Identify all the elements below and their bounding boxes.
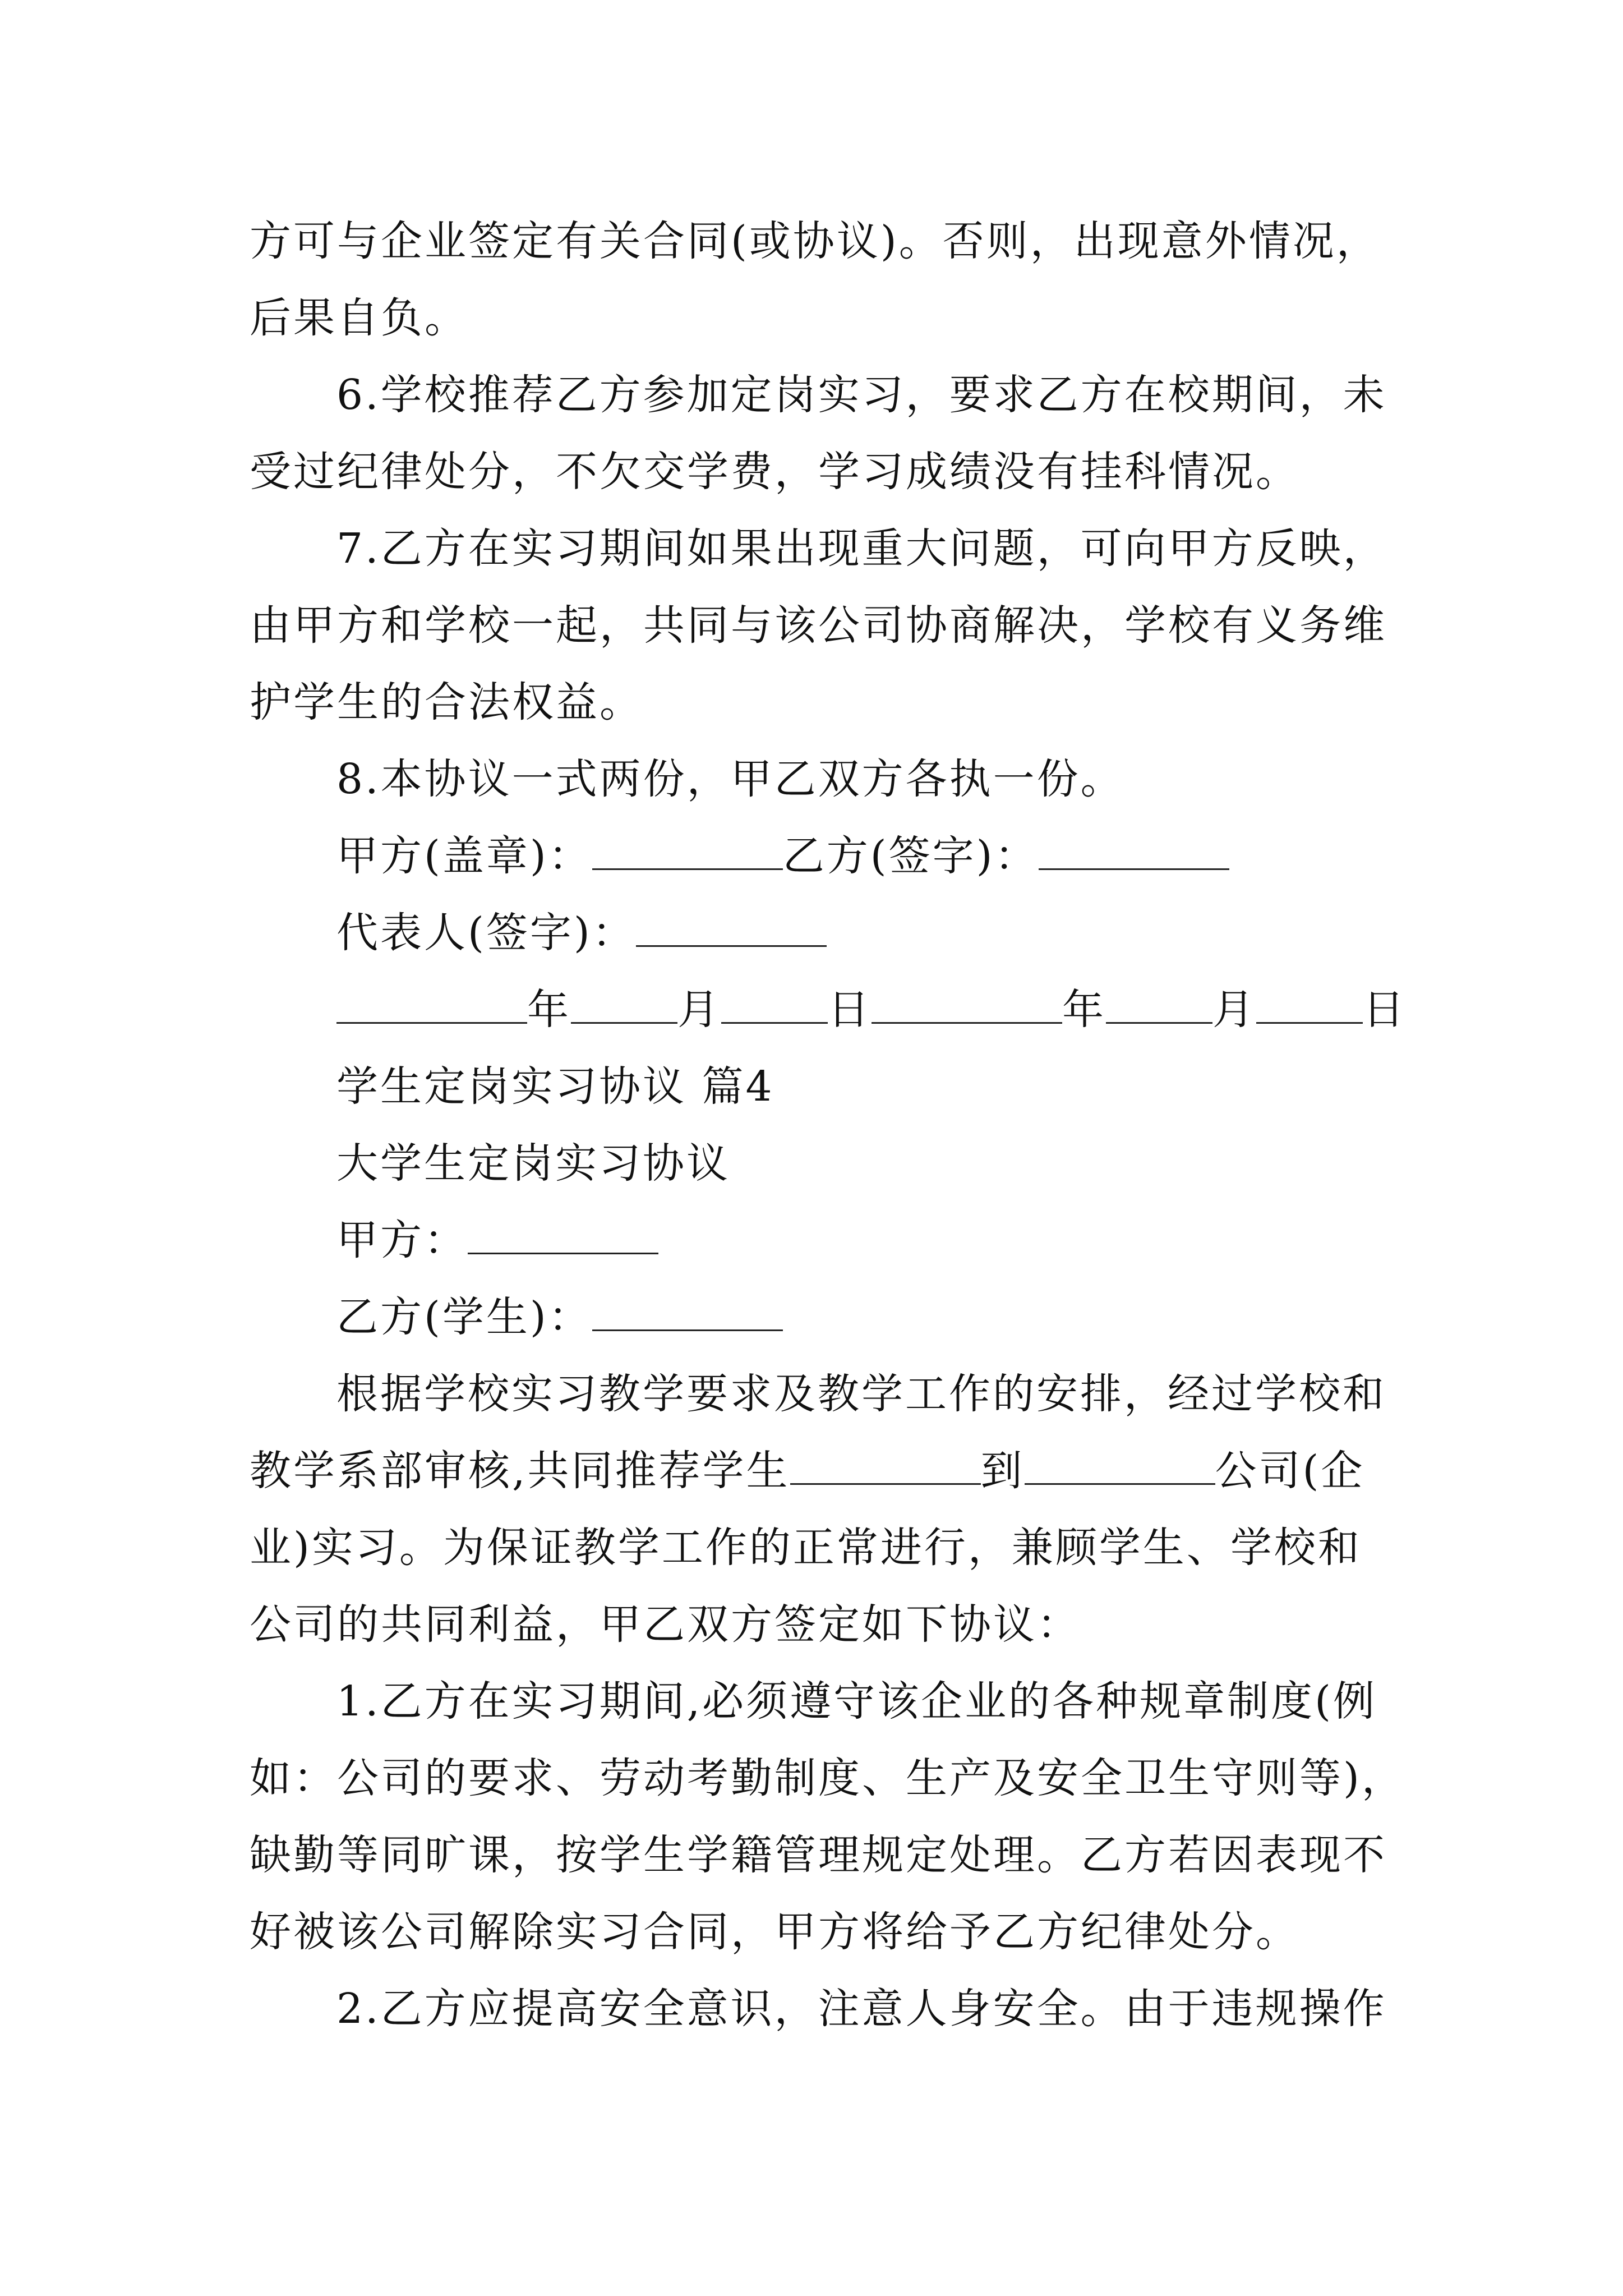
text-line: 受过纪律处分，不欠交学费，学习成绩没有挂科情况。 (250, 448, 1299, 496)
recommend-line (250, 1443, 1394, 1499)
clause-8: 8.本协议一式两份，甲乙双方各执一份。 (336, 755, 1124, 803)
paragraph-intro: 根据学校实习教学要求及教学工作的安排，经过学校和 (336, 1370, 1386, 1418)
text-line: 方可与企业签定有关合同(或协议)。否则，出现意外情况， (250, 217, 1380, 265)
agreement-title: 大学生定岗实习协议 (336, 1139, 730, 1188)
month-label: 月 (677, 986, 721, 1034)
representative-label: 代表人(签字)： (336, 909, 636, 957)
section-heading: 学生定岗实习协议 篇4 (336, 1062, 774, 1111)
clause-1: 1.乙方在实习期间,必须遵守该企业的各种规章制度(例 (336, 1677, 1377, 1726)
student-blank (790, 1444, 981, 1485)
recommend-pre: 教学系部审核,共同推荐学生 (250, 1447, 790, 1495)
month-label: 月 (1212, 986, 1256, 1034)
party-b-label: 乙方(学生)： (336, 1293, 592, 1341)
party-a-seal-blank (592, 829, 783, 870)
text-line: 如：公司的要求、劳动考勤制度、生产及安全卫生守则等)， (250, 1754, 1405, 1802)
text-line: 好被该公司解除实习合同，甲方将给予乙方纪律处分。 (250, 1908, 1299, 1956)
company-blank (1025, 1444, 1215, 1485)
text-line: 缺勤等同旷课，按学生学籍管理规定处理。乙方若因表现不 (250, 1831, 1387, 1879)
clause-2: 2.乙方应提高安全意识，注意人身安全。由于违规操作 (336, 1985, 1387, 2033)
clause-6: 6.学校推荐乙方参加定岗实习，要求乙方在校期间，未 (336, 371, 1387, 419)
text-line: 公司的共同利益，甲乙双方签定如下协议： (250, 1600, 1081, 1649)
recommend-post: 公司(企 (1215, 1447, 1365, 1495)
clause-7: 7.乙方在实习期间如果出现重大问题，可向甲方反映， (336, 524, 1387, 573)
party-b-sign-blank (1039, 829, 1229, 870)
party-a-seal-label: 甲方(盖章)： (336, 832, 592, 880)
party-b-sign-label: 乙方(签字)： (782, 832, 1039, 880)
day-label: 日 (1363, 986, 1407, 1034)
text-line: 由甲方和学校一起，共同与该公司协商解决，学校有义务维 (250, 601, 1387, 650)
month-blank (1106, 983, 1212, 1024)
text-line: 后果自负。 (250, 294, 468, 342)
day-blank (721, 983, 828, 1024)
party-b-blank (592, 1290, 783, 1331)
signature-row-representative (336, 905, 1402, 961)
date-row (336, 982, 1407, 1038)
day-blank (1256, 983, 1363, 1024)
text-line: 护学生的合法权益。 (250, 678, 643, 726)
recommend-mid: 到 (980, 1447, 1025, 1495)
year-label: 年 (527, 986, 571, 1034)
year-blank (872, 983, 1062, 1024)
party-a-line (336, 1212, 1402, 1268)
party-a-label: 甲方： (336, 1216, 468, 1264)
party-b-line (336, 1289, 1402, 1345)
signature-row-parties (336, 828, 1402, 884)
month-blank (571, 983, 677, 1024)
year-label: 年 (1062, 986, 1106, 1034)
party-a-blank (468, 1213, 658, 1254)
year-blank (336, 983, 527, 1024)
day-label: 日 (828, 986, 872, 1034)
text-line: 业)实习。为保证教学工作的正常进行，兼顾学生、学校和 (250, 1524, 1362, 1572)
representative-blank (636, 906, 827, 947)
